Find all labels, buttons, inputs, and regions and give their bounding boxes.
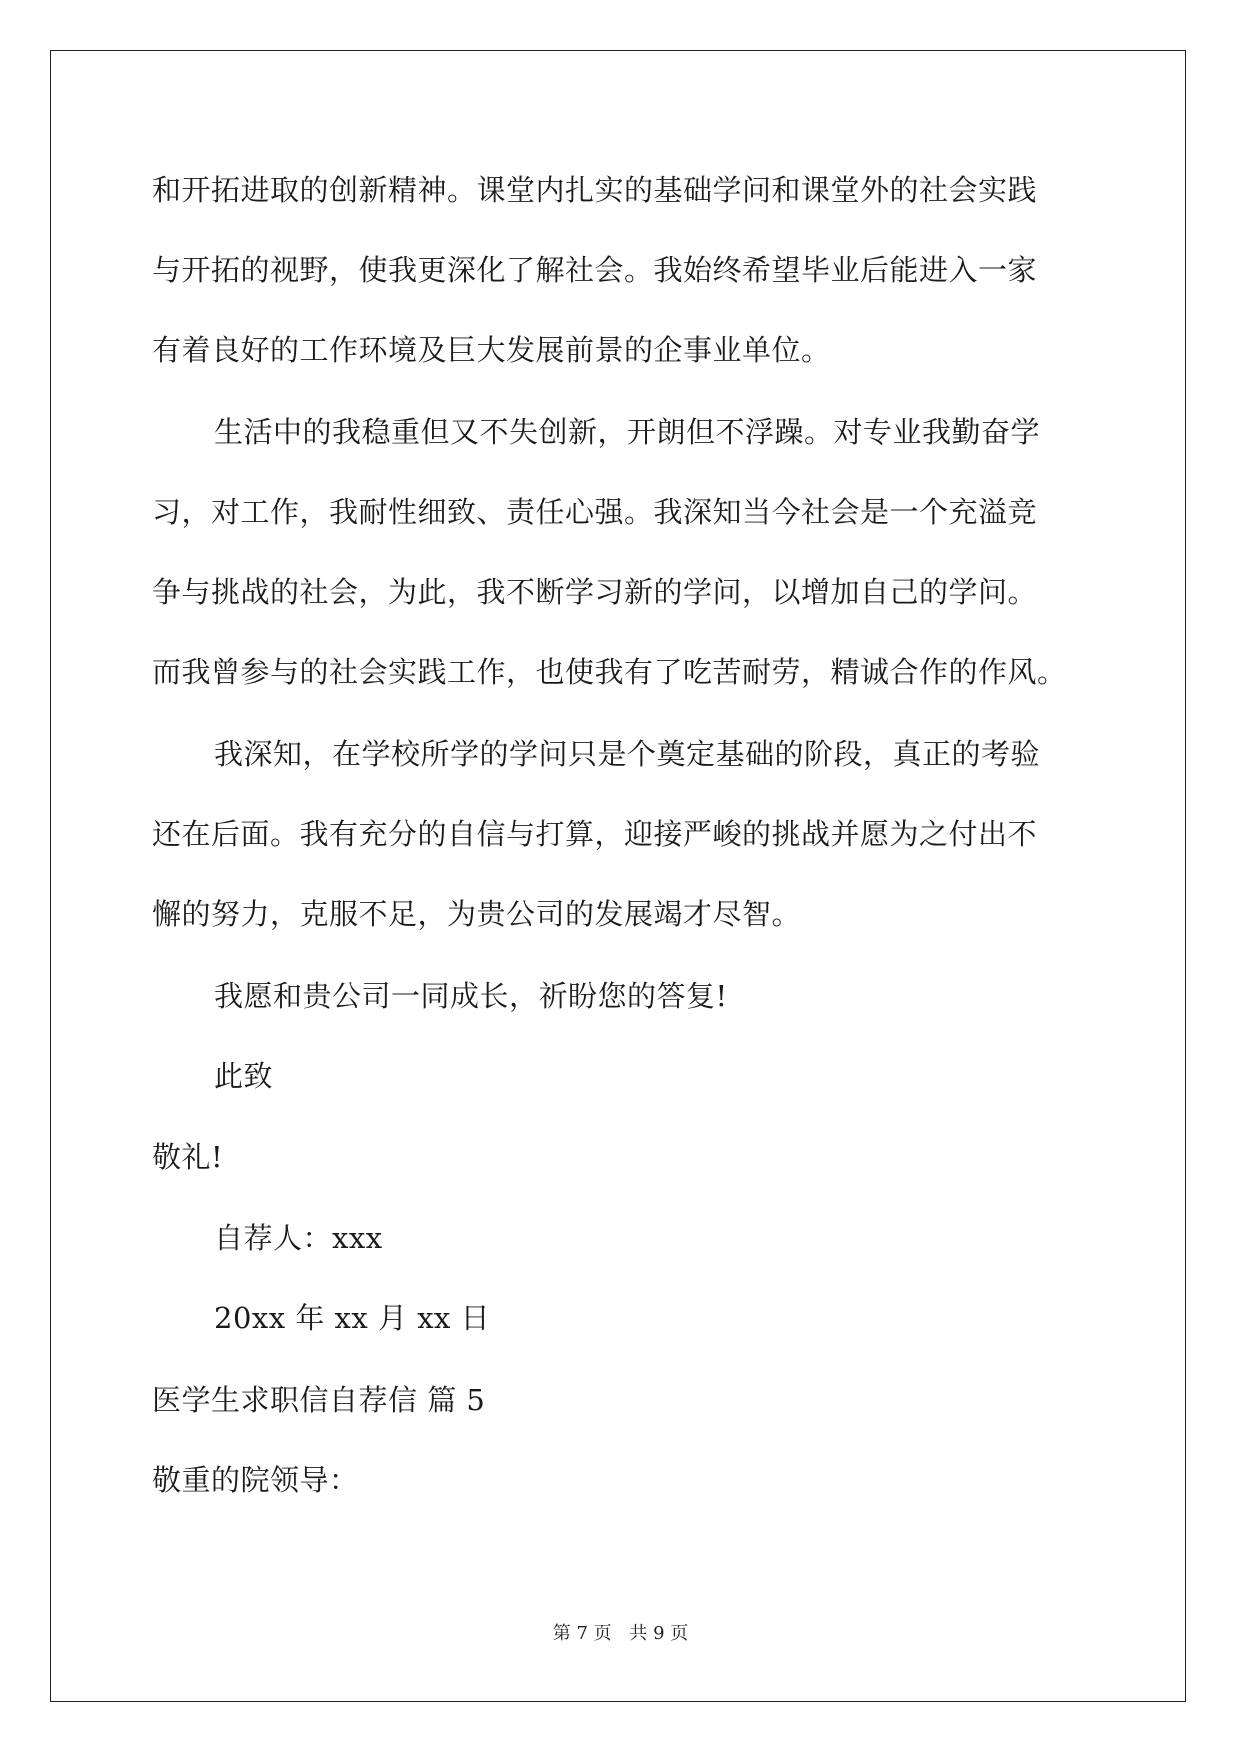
page-footer xyxy=(0,1622,1241,1646)
page-border xyxy=(50,50,1186,1702)
body-text-line: 有着良好的工作环境及巨大发展前景的企事业单位。 xyxy=(152,333,831,367)
body-text-line: 习，对工作，我耐性细致、责任心强。我深知当今社会是一个充溢竞 xyxy=(152,495,1038,529)
page-total: 共 9 页 xyxy=(629,1623,689,1644)
body-text-line: 与开拓的视野，使我更深化了解社会。我始终希望毕业后能进入一家 xyxy=(152,253,1038,287)
section-heading: 医学生求职信自荐信 篇 5 xyxy=(152,1383,486,1417)
body-text-line: 生活中的我稳重但又不失创新，开朗但不浮躁。对专业我勤奋学 xyxy=(214,415,1041,449)
body-text-line: 而我曾参与的社会实践工作，也使我有了吃苦耐劳，精诚合作的作风。 xyxy=(152,655,1067,689)
body-text-line: 懈的努力，克服不足，为贵公司的发展竭才尽智。 xyxy=(152,897,802,931)
date-line: 20xx 年 xx 月 xx 日 xyxy=(214,1301,491,1335)
body-text-line: 还在后面。我有充分的自信与打算，迎接严峻的挑战并愿为之付出不 xyxy=(152,817,1038,851)
body-text-line: 和开拓进取的创新精神。课堂内扎实的基础学问和课堂外的社会实践 xyxy=(152,173,1038,207)
signature-line: 自荐人：xxx xyxy=(214,1221,383,1255)
closing-regards: 敬礼! xyxy=(152,1140,224,1174)
closing-salutation: 此致 xyxy=(214,1059,274,1093)
page-number: 第 7 页 xyxy=(552,1623,612,1644)
body-text-line: 我深知，在学校所学的学问只是个奠定基础的阶段，真正的考验 xyxy=(214,737,1041,771)
greeting-line: 敬重的院领导： xyxy=(152,1463,359,1497)
body-text-line: 我愿和贵公司一同成长，祈盼您的答复! xyxy=(214,979,728,1013)
body-text-line: 争与挑战的社会，为此，我不断学习新的学问，以增加自己的学问。 xyxy=(152,575,1038,609)
